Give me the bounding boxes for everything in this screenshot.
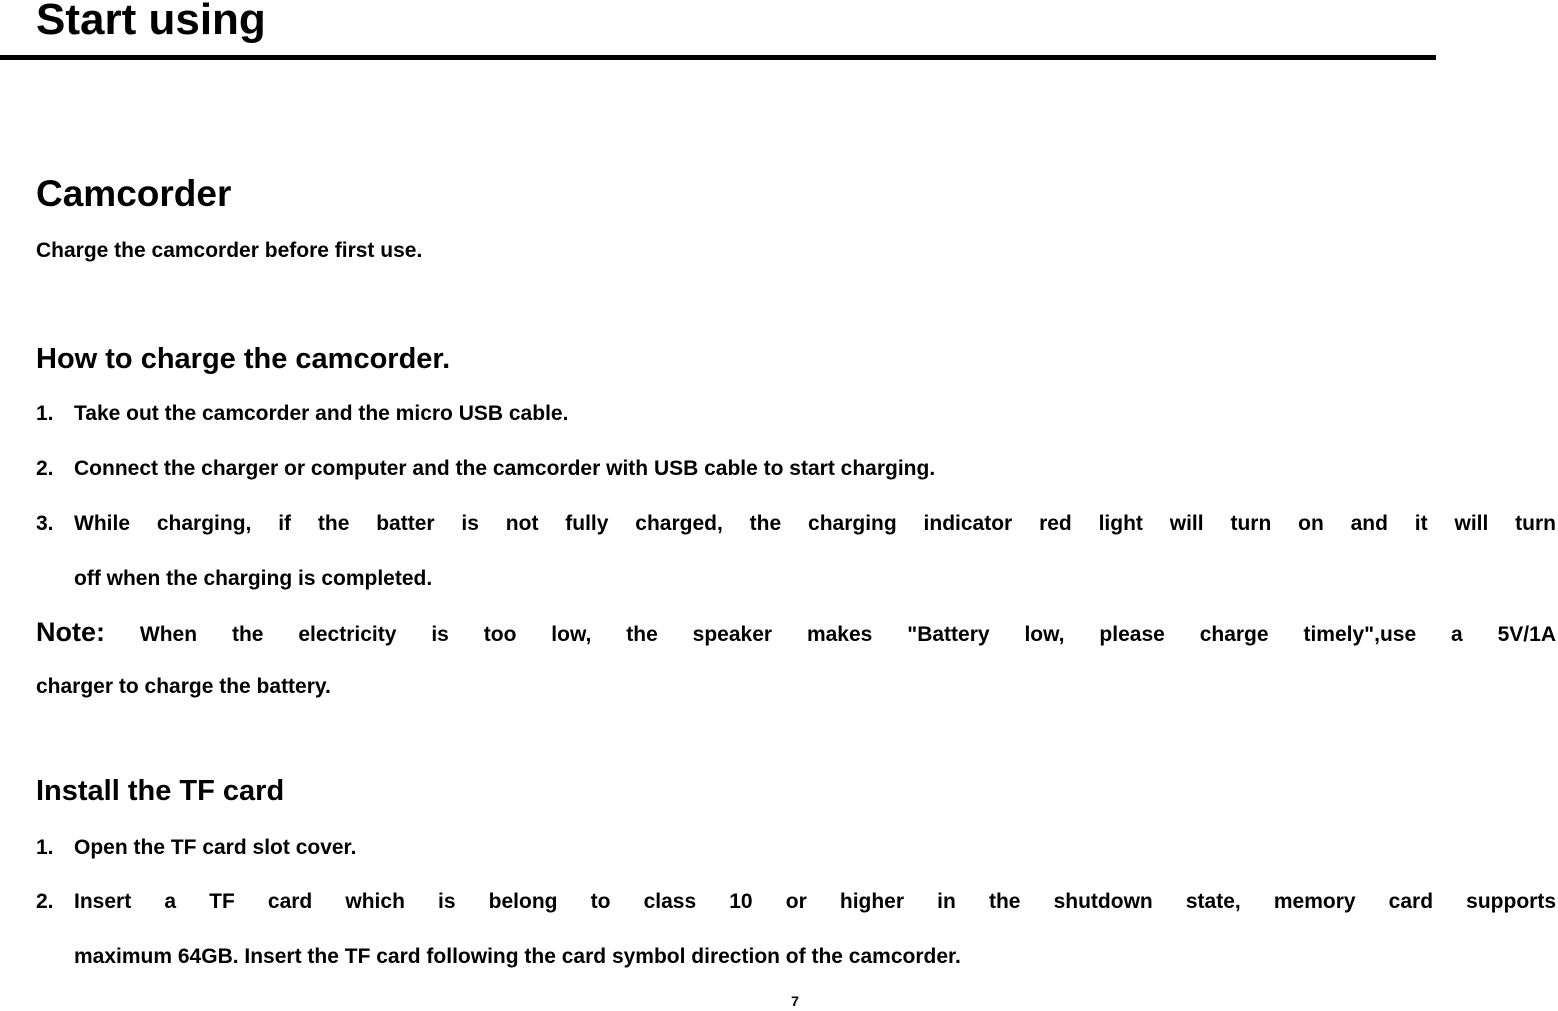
step-number: 1.: [36, 402, 54, 425]
step-number: 2.: [36, 457, 54, 480]
note-line-2: charger to charge the battery.: [36, 675, 331, 698]
title-rule: [0, 55, 1436, 60]
note-label: Note:: [36, 617, 105, 647]
step-text-line-2: maximum 64GB. Insert the TF card following the card symbol direction of the camcorder.: [74, 945, 961, 968]
tf-heading: Install the TF card: [36, 775, 285, 807]
tf-step-2: [36, 888, 1556, 971]
charge-step-1: [36, 400, 1556, 428]
step-text-line-1: Insert a TF card which is belong to class 10 or higher in the shutdown state, memory card supports: [74, 890, 1556, 913]
step-number: 3.: [36, 512, 54, 535]
step-text: Take out the camcorder and the micro USB cable.: [74, 402, 569, 425]
page-title: Start using: [36, 0, 266, 44]
section-heading: Camcorder: [36, 173, 232, 214]
step-text-line-1: While charging, if the batter is not fully charged, the charging indicator red light will turn on and it will turn: [74, 512, 1556, 535]
charge-step-3: [36, 510, 1556, 593]
page-number: 7: [791, 993, 799, 1009]
step-number: 1.: [36, 836, 54, 859]
step-text: Open the TF card slot cover.: [74, 836, 357, 859]
step-number: 2.: [36, 890, 54, 913]
charge-heading: How to charge the camcorder.: [36, 343, 451, 375]
tf-step-1: [36, 834, 1556, 862]
section-intro: Charge the camcorder before first use.: [36, 239, 423, 262]
note-line-1: [36, 618, 1556, 649]
charge-step-2: [36, 455, 1556, 483]
note-text: When the electricity is too low, the speaker makes "Battery low, please charge timely",use a 5V/1A: [139, 623, 1556, 646]
step-text-line-2: off when the charging is completed.: [74, 567, 433, 590]
step-text: Connect the charger or computer and the camcorder with USB cable to start charging.: [74, 457, 936, 480]
